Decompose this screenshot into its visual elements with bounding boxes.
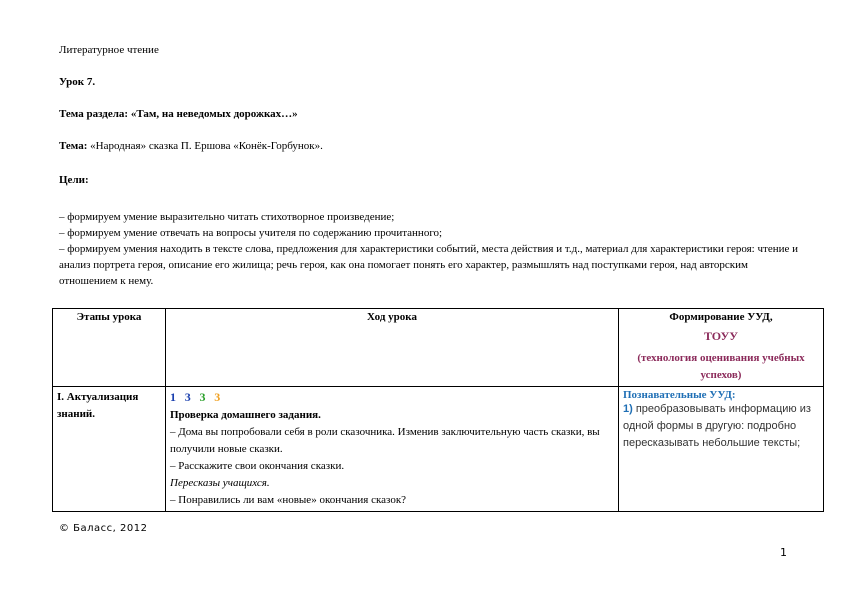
header-lesson-flow: Ход урока [166,309,619,387]
lesson-topic [59,140,323,152]
uud-description: преобразовывать информацию из одной формы в другую: подробно пересказывать небольшие тексты; [623,403,811,449]
stage-cell [53,387,166,512]
header-touu: ТОУУ [703,329,739,343]
level-number: 3 [184,390,191,404]
subject-title: Литературное чтение [59,44,159,56]
lesson-number: Урок 7. [59,76,96,88]
lesson-plan-table [52,308,824,512]
goal-item: – формируем умение отвечать на вопросы учителя по содержанию прочитанного; [59,227,443,239]
topic-text: «Народная» сказка П. Ершова «Конёк-Горбунок». [90,140,323,152]
level-numbers [170,389,614,407]
header-uud-title: Формирование УУД, [669,311,773,323]
flow-line: – Понравились ли вам «новые» окончания сказок? [170,494,407,506]
homework-check-title: Проверка домашнего задания. [170,409,321,421]
uud-title: Познавательные УУД: [623,389,736,401]
goals-title: Цели: [59,174,89,186]
uud-text [623,401,819,452]
uud-cell [619,387,824,512]
table-row [53,387,824,512]
level-number: 1 [170,390,176,404]
section-theme: Тема раздела: «Там, на неведомых дорожках…» [59,108,298,120]
header-stages: Этапы урока [53,309,166,387]
goal-item: – формируем умения находить в тексте слова, предложения для характеристики событий, места действия и т.д., материал для характеристики героя: чтение и анализ портрета героя, описание его жилища; речь героя, как она помогает понять его характер, размышлять над поступками героя, над авторским отношением к нему. [59,243,798,287]
level-number: 3 [199,390,206,404]
topic-label: Тема: [59,140,88,152]
flow-line: – Дома вы попробовали себя в роли сказочника. Изменив заключительную часть сказки, вы получили новые сказки. [170,426,600,455]
level-number: 3 [214,390,221,404]
flow-line-italic: Пересказы учащихся. [170,477,270,489]
flow-line: – Расскажите свои окончания сказки. [170,460,345,472]
uud-number: 1) [623,403,633,415]
copyright: © Баласс, 2012 [59,523,148,534]
header-touu-desc: (технология оценивания учебных успехов) [637,352,805,381]
page-number: 1 [780,546,787,559]
lesson-flow-cell [166,387,619,512]
stage-name: I. Актуализация знаний. [57,391,139,420]
header-uud [619,309,824,387]
table-header-row [53,309,824,387]
goal-item: – формируем умение выразительно читать стихотворное произведение; [59,211,395,223]
